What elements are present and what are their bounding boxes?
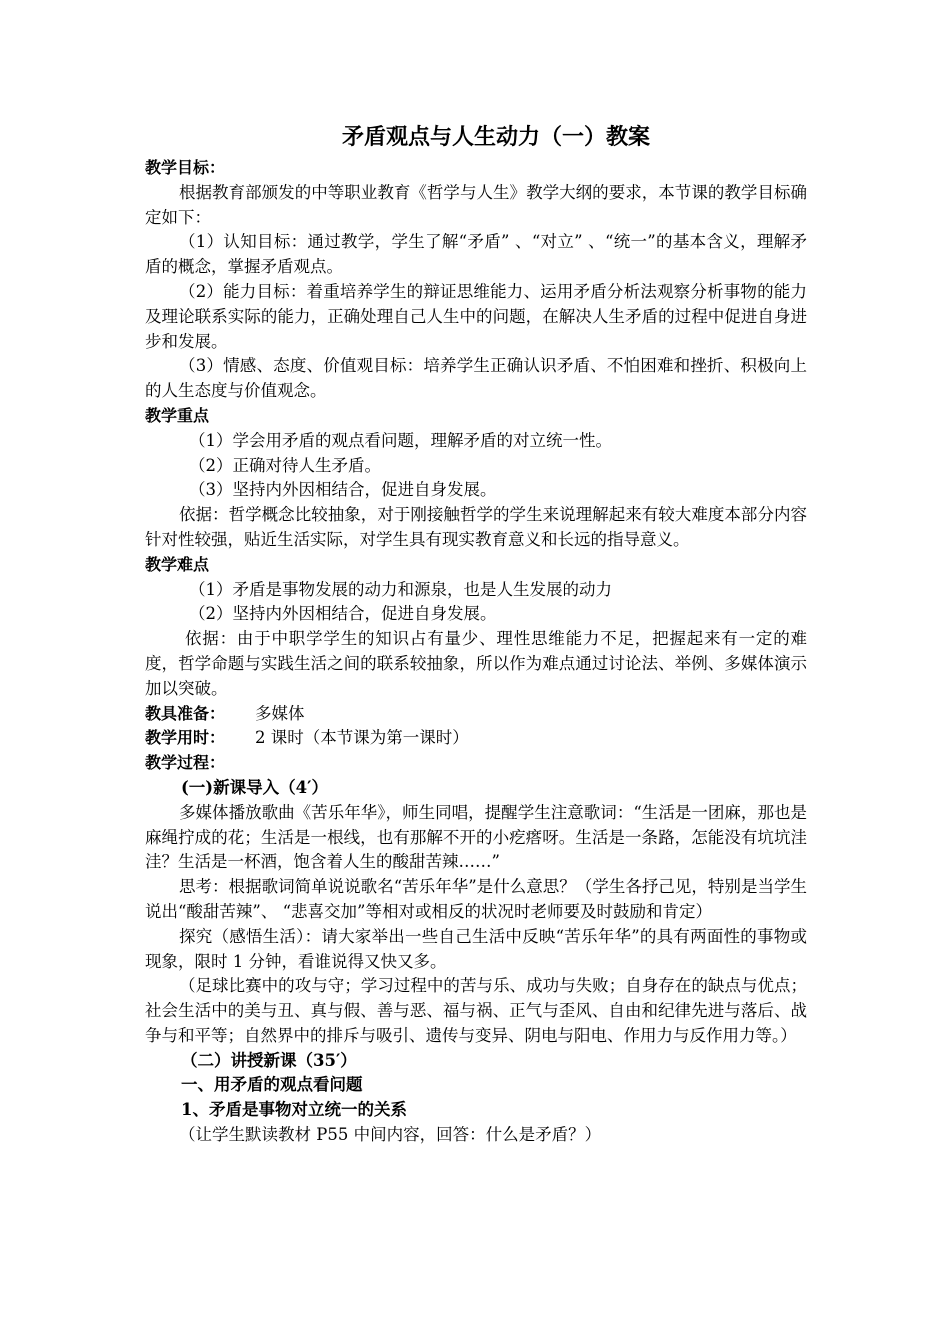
key-point-item-3: （3）坚持内外因相结合，促进自身发展。 (189, 480, 497, 500)
tools-label: 教具准备： (145, 703, 226, 723)
key-points-heading: 教学重点 (145, 405, 210, 425)
part1-paragraph-2: 思考：根据歌词简单说说歌名“苦乐年华”是什么意思？（学生各抒己见，特别是当学生说出“酸甜苦辣”、 “悲喜交加”等相对或相反的状况时老师要及时鼓励和肯定） (145, 877, 807, 921)
reading-prompt: （让学生默读教材 P55 中间内容，回答：什么是矛盾？） (179, 1125, 602, 1145)
part1-paragraph-3: 探究（感悟生活）：请大家举出一些自己生活中反映“苦乐年华”的具有两面性的事物或现象，限时 1 分钟，看谁说得又快又多。 (145, 926, 807, 971)
tools-line (145, 702, 807, 727)
time-label: 教学用时： (145, 728, 226, 748)
document-title: 矛盾观点与人生动力（一）教案 (341, 124, 650, 150)
document-page (145, 120, 807, 1148)
part2-title: （二）讲授新课（35′） (181, 1050, 357, 1070)
difficulty-item-1: （1）矛盾是事物发展的动力和源泉，也是人生发展的动力 (189, 579, 612, 599)
objective-item-1: （1）认知目标：通过教学，学生了解“矛盾” 、“对立” 、“统一”的基本含义，理解矛盾的概念，掌握矛盾观点。 (145, 232, 807, 277)
tools-value: 多媒体 (255, 703, 305, 723)
difficulties-basis: 依据：由于中职学学生的知识占有量少、理性思维能力不足，把握起来有一定的难度，哲学命题与实践生活之间的联系较抽象，所以作为难点通过讨论法、举例、多媒体演示加以突破。 (145, 629, 807, 698)
section-1-title: 一、用矛盾的观点看问题 (181, 1075, 363, 1095)
part1-paragraph-1: 多媒体播放歌曲《苦乐年华》，师生同唱，提醒学生注意歌词：“生活是一团麻，那也是麻绳拧成的花；生活是一根线，也有那解不开的小疙瘩呀。生活是一条路，怎能没有坑坑洼洼？生活是一杯酒，饱含着人生的酸甜苦辣……” (145, 802, 807, 872)
objectives-heading: 教学目标： (145, 158, 226, 177)
subsection-1-title: 1、矛盾是事物对立统一的关系 (181, 1100, 407, 1120)
key-point-item-2: （2）正确对待人生矛盾。 (189, 455, 381, 475)
key-points-basis: 依据：哲学概念比较抽象，对于刚接触哲学的学生来说理解起来有较大难度本部分内容针对性较强，贴近生活实际，对学生具有现实教育意义和长远的指导意义。 (145, 505, 807, 549)
time-value: 2 课时（本节课为第一课时） (255, 728, 469, 748)
time-line (145, 726, 807, 751)
process-heading: 教学过程： (145, 753, 226, 773)
objective-item-3: （3）情感、态度、价值观目标：培养学生正确认识矛盾、不怕困难和挫折、积极向上的人生态度与价值观念。 (145, 356, 807, 401)
difficulties-heading: 教学难点 (145, 554, 210, 574)
key-point-item-1: （1）学会用矛盾的观点看问题，理解矛盾的对立统一性。 (189, 430, 612, 450)
difficulty-item-2: （2）坚持内外因相结合，促进自身发展。 (189, 604, 497, 624)
part1-paragraph-4: （足球比赛中的攻与守；学习过程中的苦与乐、成功与失败；自身存在的缺点与优点；社会生活中的美与丑、真与假、善与恶、福与祸、正气与歪风、自由和纪律先进与落后、战争与和平等；自然界中的排斥与吸引、遗传与变异、阴电与阳电、作用力与反作用力等。） (145, 976, 807, 1045)
part1-title: (一)新课导入（4′） (181, 777, 328, 797)
objectives-intro: 根据教育部颁发的中等职业教育《哲学与人生》教学大纲的要求，本节课的教学目标确定如下： (145, 182, 807, 227)
objective-item-2: （2）能力目标：着重培养学生的辩证思维能力、运用矛盾分析法观察分析事物的能力及理论联系实际的能力，正确处理自己人生中的问题，在解决人生矛盾的过程中促进自身进步和发展。 (145, 281, 807, 351)
